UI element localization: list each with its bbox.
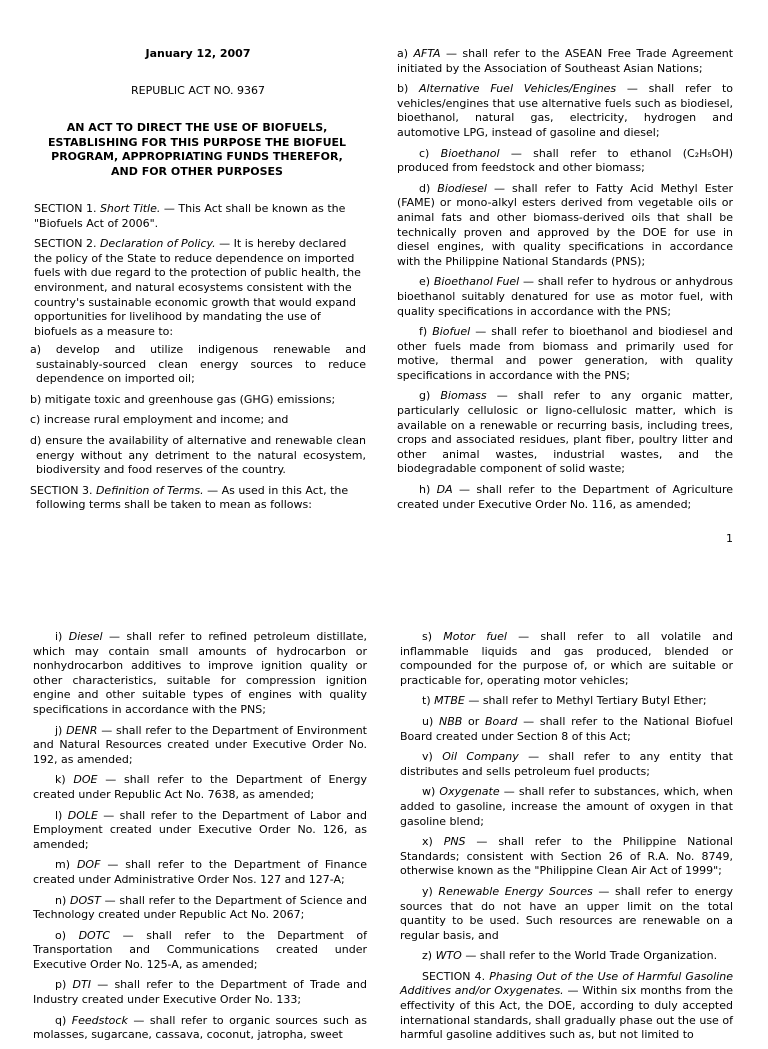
definition-q bbox=[33, 1014, 367, 1043]
policy-item-a: a) develop and utilize indigenous renewable and sustainably-sourced clean energy sources to reduce dependence on imported oil; bbox=[30, 343, 366, 386]
section-2-text: — It is hereby declared the policy of the State to reduce dependence on imported fuels with due regard to the protection of public health, the environment, and natural ecosystems consistent with the country's sustainable economic growth that would expand opportunities for livelihood by mandating the use of biofuels as a measure to: bbox=[34, 237, 361, 338]
definition-u-text: — shall refer to the National Biofuel Board created under Section 8 of this Act; bbox=[400, 714, 734, 743]
definition-y-text: — shall refer to energy sources that do not have an upper limit on the total quantity to be used. Such resources are renewable on a regular basis, and bbox=[400, 884, 733, 942]
definition-k-letter: k) bbox=[55, 773, 74, 787]
definition-z-text: — shall refer to the World Trade Organization. bbox=[461, 949, 718, 963]
definition-p-letter: p) bbox=[55, 978, 73, 992]
definition-l-text: — shall refer to the Department of Labor and Employment created under Executive Order No. 126, as amended; bbox=[33, 808, 367, 851]
section-4-lead: SECTION 4. bbox=[422, 969, 490, 983]
definition-h-text: — shall refer to the Department of Agriculture created under Executive Order No. 116, as amended; bbox=[397, 483, 733, 511]
definition-l-letter: l) bbox=[55, 808, 68, 822]
definition-y-term: Renewable Energy Sources bbox=[438, 884, 593, 898]
definition-g-letter: g) bbox=[419, 389, 441, 403]
section-1-lead: SECTION 1. bbox=[34, 202, 100, 215]
definition-c-text: — shall refer to ethanol (C₂H₅OH) produced from feedstock and other biomass; bbox=[397, 146, 734, 175]
definition-i-letter: i) bbox=[55, 630, 69, 643]
definition-g bbox=[397, 389, 733, 477]
definition-f bbox=[397, 325, 733, 383]
definition-n-text: — shall refer to the Department of Science and Technology created under Republic Act No. 2067; bbox=[33, 893, 367, 922]
definition-g-term: Biomass bbox=[440, 389, 487, 403]
definition-d-letter: d) bbox=[419, 181, 438, 195]
definition-u-or: or bbox=[462, 714, 485, 728]
definition-e-term: Bioethanol Fuel bbox=[433, 275, 520, 289]
definition-t-text: — shall refer to Methyl Tertiary Butyl Ether; bbox=[464, 694, 707, 708]
policy-item-c: c) increase rural employment and income; and bbox=[30, 413, 289, 427]
definition-s bbox=[400, 630, 733, 688]
definition-w bbox=[400, 785, 733, 829]
definition-q-letter: q) bbox=[55, 1013, 72, 1027]
definition-v-text: — shall refer to any entity that distributes and sells petroleum fuel products; bbox=[400, 750, 733, 778]
section-4 bbox=[400, 970, 733, 1043]
definition-h bbox=[397, 483, 733, 512]
definition-m-text: — shall refer to the Department of Finance created under Administrative Order Nos. 127 and 127-A; bbox=[33, 858, 367, 886]
section-2 bbox=[34, 237, 366, 339]
definition-k-term: DOE bbox=[73, 773, 98, 787]
page-number: 1 bbox=[726, 532, 733, 545]
definition-l bbox=[33, 809, 367, 853]
definition-k bbox=[33, 773, 367, 802]
definition-d-text: — shall refer to Fatty Acid Methyl Ester (FAME) or mono-alkyl esters derived from vegetable oils or animal fats and other biomass-derived oils that shall be technically proven and approved by the DOE for use in diesel engines, with quality specifications in accordance with the Philippine National Standards (PNS); bbox=[397, 181, 733, 268]
section-2-title: Declaration of Policy. bbox=[99, 237, 216, 251]
page-1-right-column bbox=[397, 47, 733, 518]
definition-v-term: Oil Company bbox=[442, 750, 519, 764]
document-date: January 12, 2007 bbox=[145, 47, 251, 60]
section-3-text: — As used in this Act, the following terms shall be taken to mean as follows: bbox=[36, 483, 349, 512]
definition-k-text: — shall refer to the Department of Energy created under Republic Act No. 7638, as amended; bbox=[33, 773, 367, 801]
definition-b bbox=[397, 82, 733, 140]
definition-d-term: Biodiesel bbox=[437, 181, 487, 195]
definition-a-letter: a) bbox=[397, 47, 414, 60]
definition-q-text: — shall refer to organic sources such as molasses, sugarcane, cassava, coconut, jatropha, sweet bbox=[33, 1013, 367, 1042]
definition-o bbox=[33, 929, 367, 973]
section-2-lead: SECTION 2. bbox=[34, 237, 100, 251]
definition-o-text: — shall refer to the Department of Transportation and Communications created under Executive Order No. 125-A, as amended; bbox=[33, 928, 367, 971]
definition-w-letter: w) bbox=[422, 785, 440, 799]
definition-j-letter: j) bbox=[55, 723, 67, 737]
definition-w-text: — shall refer to substances, which, when added to gasoline, increase the amount of oxygen in that gasoline blend; bbox=[400, 785, 733, 828]
definition-p bbox=[33, 978, 367, 1007]
definition-u-term: NBB bbox=[438, 714, 463, 728]
definition-q-term: Feedstock bbox=[71, 1013, 128, 1027]
section-3 bbox=[30, 484, 366, 513]
page-2-left-column bbox=[33, 630, 367, 1049]
definition-f-term: Biofuel bbox=[432, 325, 471, 339]
definition-a bbox=[397, 47, 733, 76]
definition-c-term: Bioethanol bbox=[440, 146, 500, 160]
definition-o-letter: o) bbox=[55, 928, 79, 942]
definition-j-text: — shall refer to the Department of Environment and Natural Resources created under Executive Order No. 192, as amended; bbox=[33, 723, 367, 766]
definition-a-text: — shall refer to the ASEAN Free Trade Agreement initiated by the Association of Southeast Asian Nations; bbox=[397, 47, 734, 75]
definition-b-letter: b) bbox=[397, 82, 420, 96]
sections-block bbox=[34, 202, 366, 343]
definition-d bbox=[397, 182, 733, 270]
definition-o-term: DOTC bbox=[78, 928, 111, 942]
page-2 bbox=[0, 512, 768, 1042]
definition-c bbox=[397, 147, 733, 176]
definition-v-letter: v) bbox=[422, 750, 443, 764]
definition-y-letter: y) bbox=[422, 884, 439, 898]
definition-n bbox=[33, 894, 367, 923]
section-1 bbox=[34, 202, 366, 231]
definition-s-letter: s) bbox=[422, 630, 444, 643]
definition-u bbox=[400, 715, 733, 744]
act-number: REPUBLIC ACT NO. 9367 bbox=[130, 84, 266, 97]
section-4-text: — Within six months from the effectivity of this Act, the DOE, according to duly accepted international standards, shall gradually phase out the use of harmful gasoline additives such as, but not limited to bbox=[400, 984, 733, 1042]
definition-x-letter: x) bbox=[422, 835, 444, 849]
definition-b-text: — shall refer to vehicles/engines that use alternative fuels such as biodiesel, bioethanol, natural gas, electricity, hydrogen and automotive LPG, instead of gasoline and diesel; bbox=[397, 82, 733, 139]
act-title: AN ACT TO DIRECT THE USE OF BIOFUELS, ESTABLISHING FOR THIS PURPOSE THE BIOFUEL PROGRAM, APPROPRIATING FUNDS THEREFOR, AND FOR OTHER PURPOSES bbox=[47, 121, 347, 178]
definition-h-term: DA bbox=[436, 483, 453, 497]
definition-c-letter: c) bbox=[419, 146, 441, 160]
section-1-text: — This Act shall be known as the "Biofuels Act of 2006". bbox=[34, 202, 346, 230]
definition-z bbox=[400, 949, 733, 964]
definition-b-term: Alternative Fuel Vehicles/Engines bbox=[419, 82, 617, 96]
definition-e bbox=[397, 275, 733, 319]
definition-m-term: DOF bbox=[76, 858, 101, 872]
definition-g-text: — shall refer to any organic matter, particularly cellulosic or ligno-cellulosic matter, which is available on a renewable or recurring basis, including trees, crops and associated residues, plant fiber, poultry litter and other animal wastes, industrial wastes, and the biodegradable component of solid waste; bbox=[397, 389, 734, 476]
definition-v bbox=[400, 750, 733, 779]
definition-e-text: — shall refer to hydrous or anhydrous bioethanol suitably denatured for use as motor fuel, with quality specifications in accordance with the PNS; bbox=[397, 275, 734, 318]
definition-j bbox=[33, 724, 367, 768]
definition-a-term: AFTA bbox=[413, 47, 441, 60]
section-4-title: Phasing Out of the Use of Harmful Gasoline Additives and/or Oxygenates. bbox=[400, 969, 734, 998]
definition-p-term: DTI bbox=[72, 978, 91, 992]
definition-t bbox=[400, 694, 733, 709]
definition-i bbox=[33, 630, 367, 718]
definition-h-letter: h) bbox=[419, 483, 437, 497]
policy-item-d: d) ensure the availability of alternative and renewable clean energy without any detriment to the natural ecosystem, biodiversity and food reserves of the country. bbox=[30, 433, 366, 477]
definition-x-term: PNS bbox=[443, 835, 466, 849]
definition-i-term: Diesel bbox=[68, 630, 103, 643]
definition-t-term: MTBE bbox=[434, 694, 465, 708]
definition-t-letter: t) bbox=[422, 694, 435, 708]
definition-z-term: WTO bbox=[435, 949, 462, 963]
definition-e-letter: e) bbox=[419, 275, 434, 289]
page-2-right-column bbox=[400, 630, 733, 1049]
definition-f-letter: f) bbox=[419, 325, 433, 339]
definition-z-letter: z) bbox=[422, 949, 436, 963]
definition-n-letter: n) bbox=[55, 893, 71, 907]
definition-y bbox=[400, 885, 733, 943]
section-3-title: Definition of Terms. bbox=[95, 483, 204, 497]
definition-s-term: Motor fuel bbox=[443, 630, 507, 643]
section-1-title: Short Title. bbox=[99, 202, 161, 215]
definition-x-text: — shall refer to the Philippine National Standards; consistent with Section 26 of R.A. No. 8749, otherwise known as the "Philippine Clean Air Act of 1999"; bbox=[400, 835, 733, 878]
definition-m bbox=[33, 858, 367, 887]
definition-f-text: — shall refer to bioethanol and biodiesel and other fuels made from biomass and primarily used for motive, thermal and power generation, with quality specifications in accordance with the PNS; bbox=[397, 325, 733, 382]
section-3-lead: SECTION 3. bbox=[30, 483, 96, 497]
definition-u-letter: u) bbox=[422, 714, 439, 728]
definition-x bbox=[400, 835, 733, 879]
definition-u-term-2: Board bbox=[484, 714, 518, 728]
definition-w-term: Oxygenate bbox=[439, 785, 500, 799]
definition-i-text: — shall refer to refined petroleum distillate, which may contain small amounts of hydrocarbon or nonhydrocarbon additives to improve ignition quality or other characteristics, suitable for compression ignition engine and other suitable types of engines with quality specifications in accordance with the PNS; bbox=[33, 630, 367, 716]
definition-j-term: DENR bbox=[66, 723, 98, 737]
definition-l-term: DOLE bbox=[67, 808, 98, 822]
definition-n-term: DOST bbox=[70, 893, 101, 907]
definition-s-text: — shall refer to all volatile and inflammable liquids and gas produced, blended or compounded for the purpose of, or which are suitable or practicable for, operating motor vehicles; bbox=[400, 630, 733, 687]
policy-item-b: b) mitigate toxic and greenhouse gas (GHG) emissions; bbox=[30, 392, 336, 406]
definition-p-text: — shall refer to the Department of Trade and Industry created under Executive Order No. 133; bbox=[33, 978, 367, 1007]
policy-list bbox=[30, 343, 366, 519]
definition-m-letter: m) bbox=[55, 858, 77, 872]
